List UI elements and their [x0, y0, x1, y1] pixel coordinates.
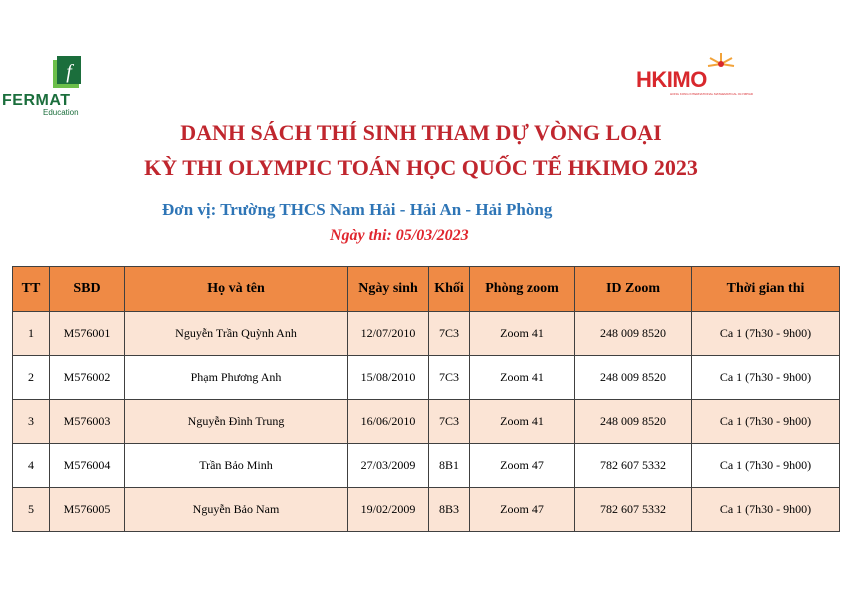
cell-sbd: M576002 — [50, 356, 125, 400]
cell-time: Ca 1 (7h30 - 9h00) — [692, 444, 840, 488]
cell-time: Ca 1 (7h30 - 9h00) — [692, 312, 840, 356]
page-title-line-1: DANH SÁCH THÍ SINH THAM DỰ VÒNG LOẠI — [180, 120, 662, 145]
header-sbd: SBD — [50, 267, 125, 312]
cell-name: Trần Bảo Minh — [125, 444, 348, 488]
fermat-subtitle: Education — [43, 108, 79, 117]
cell-zoom-room: Zoom 41 — [470, 400, 575, 444]
fermat-book-icon — [51, 56, 83, 90]
table-header-row — [13, 267, 840, 312]
svg-text:f: f — [66, 61, 72, 83]
candidate-table — [12, 266, 840, 532]
header-dob: Ngày sinh — [348, 267, 429, 312]
cell-tt: 1 — [13, 312, 50, 356]
cell-tt: 2 — [13, 356, 50, 400]
cell-dob: 16/06/2010 — [348, 400, 429, 444]
header-time: Thời gian thi — [692, 267, 840, 312]
cell-zoom-id: 248 009 8520 — [575, 356, 692, 400]
cell-zoom-room: Zoom 47 — [470, 444, 575, 488]
exam-date: Ngày thi: 05/03/2023 — [330, 227, 469, 244]
cell-name: Phạm Phương Anh — [125, 356, 348, 400]
header-zoom-room: Phòng zoom — [470, 267, 575, 312]
cell-zoom-id: 248 009 8520 — [575, 312, 692, 356]
cell-tt: 3 — [13, 400, 50, 444]
cell-time: Ca 1 (7h30 - 9h00) — [692, 488, 840, 532]
hkimo-logo — [626, 52, 756, 98]
fermat-name: FERMAT — [2, 92, 71, 109]
cell-tt: 5 — [13, 488, 50, 532]
cell-zoom-id: 248 009 8520 — [575, 400, 692, 444]
cell-grade: 7C3 — [429, 400, 470, 444]
cell-grade: 7C3 — [429, 356, 470, 400]
cell-sbd: M576005 — [50, 488, 125, 532]
fermat-logo — [0, 56, 120, 120]
cell-tt: 4 — [13, 444, 50, 488]
cell-time: Ca 1 (7h30 - 9h00) — [692, 356, 840, 400]
cell-dob: 15/08/2010 — [348, 356, 429, 400]
cell-dob: 12/07/2010 — [348, 312, 429, 356]
cell-sbd: M576003 — [50, 400, 125, 444]
cell-grade: 8B3 — [429, 488, 470, 532]
table-row — [13, 488, 840, 532]
page-title-line-2: KỲ THI OLYMPIC TOÁN HỌC QUỐC TẾ HKIMO 2023 — [144, 155, 698, 180]
table-row — [13, 444, 840, 488]
hkimo-wordmark: HKIMO — [636, 67, 707, 92]
header-tt: TT — [13, 267, 50, 312]
cell-grade: 8B1 — [429, 444, 470, 488]
cell-zoom-room: Zoom 41 — [470, 312, 575, 356]
cell-sbd: M576004 — [50, 444, 125, 488]
cell-sbd: M576001 — [50, 312, 125, 356]
cell-dob: 27/03/2009 — [348, 444, 429, 488]
cell-dob: 19/02/2009 — [348, 488, 429, 532]
cell-name: Nguyễn Trần Quỳnh Anh — [125, 312, 348, 356]
hkimo-tagline: HONG KONG INTERNATIONAL MATHEMATICAL OLYMPIAD — [670, 92, 754, 96]
cell-grade: 7C3 — [429, 312, 470, 356]
cell-zoom-id: 782 607 5332 — [575, 444, 692, 488]
cell-name: Nguyễn Bảo Nam — [125, 488, 348, 532]
cell-zoom-room: Zoom 47 — [470, 488, 575, 532]
header-zoom-id: ID Zoom — [575, 267, 692, 312]
hkimo-star-icon — [704, 52, 738, 76]
unit-label: Đơn vị: Trường THCS Nam Hải - Hải An - Hải Phòng — [162, 200, 553, 219]
cell-zoom-id: 782 607 5332 — [575, 488, 692, 532]
header-name: Họ và tên — [125, 267, 348, 312]
table-row — [13, 400, 840, 444]
table-row — [13, 356, 840, 400]
cell-name: Nguyễn Đình Trung — [125, 400, 348, 444]
table-row — [13, 312, 840, 356]
cell-time: Ca 1 (7h30 - 9h00) — [692, 400, 840, 444]
header-grade: Khối — [429, 267, 470, 312]
cell-zoom-room: Zoom 41 — [470, 356, 575, 400]
